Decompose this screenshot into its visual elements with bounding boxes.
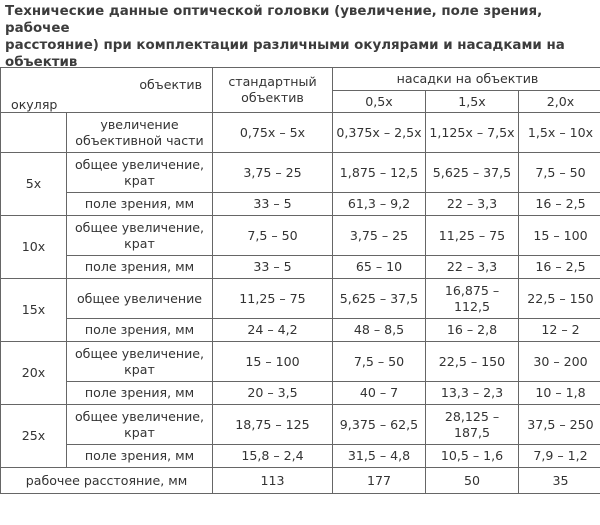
magnification-value: 1,875 – 12,5 bbox=[333, 153, 426, 193]
standard-objective-header: стандартный объектив bbox=[213, 68, 333, 113]
eyepiece-field-row bbox=[1, 445, 600, 468]
field-of-view-value: 33 – 5 bbox=[213, 256, 333, 279]
magnification-value: 18,75 – 125 bbox=[213, 405, 333, 445]
field-of-view-value: 65 – 10 bbox=[333, 256, 426, 279]
eyepiece-magnification-row bbox=[1, 153, 600, 193]
corner-cell bbox=[1, 68, 213, 113]
objective-magnification-value: 1,125х – 7,5х bbox=[426, 113, 519, 153]
objective-magnification-value: 0,75х – 5х bbox=[213, 113, 333, 153]
field-of-view-value: 22 – 3,3 bbox=[426, 256, 519, 279]
working-distance-value: 35 bbox=[519, 468, 600, 494]
eyepiece-field-row bbox=[1, 193, 600, 216]
field-of-view-value: 20 – 3,5 bbox=[213, 382, 333, 405]
eyepiece-name: 25х bbox=[1, 405, 67, 468]
working-distance-value: 177 bbox=[333, 468, 426, 494]
magnification-label: общее увеличение, крат bbox=[67, 153, 213, 193]
magnification-value: 28,125 – 187,5 bbox=[426, 405, 519, 445]
field-of-view-label: поле зрения, мм bbox=[67, 382, 213, 405]
magnification-value: 3,75 – 25 bbox=[213, 153, 333, 193]
header-row-1 bbox=[1, 68, 600, 91]
magnification-value: 15 – 100 bbox=[519, 216, 600, 256]
field-of-view-value: 15,8 – 2,4 bbox=[213, 445, 333, 468]
objective-magnification-value: 1,5х – 10х bbox=[519, 113, 600, 153]
specs-table bbox=[0, 67, 600, 494]
field-of-view-label: поле зрения, мм bbox=[67, 445, 213, 468]
field-of-view-value: 31,5 – 4,8 bbox=[333, 445, 426, 468]
magnification-value: 11,25 – 75 bbox=[213, 279, 333, 319]
magnification-value: 7,5 – 50 bbox=[333, 342, 426, 382]
working-distance-row bbox=[1, 468, 600, 494]
field-of-view-value: 7,9 – 1,2 bbox=[519, 445, 600, 468]
eyepiece-magnification-row bbox=[1, 279, 600, 319]
magnification-value: 16,875 – 112,5 bbox=[426, 279, 519, 319]
objective-magnification-row bbox=[1, 113, 600, 153]
field-of-view-value: 22 – 3,3 bbox=[426, 193, 519, 216]
magnification-value: 7,5 – 50 bbox=[213, 216, 333, 256]
attachment-header-2-0: 2,0х bbox=[519, 91, 600, 113]
magnification-label: общее увеличение bbox=[67, 279, 213, 319]
attachments-header: насадки на объектив bbox=[333, 68, 600, 91]
field-of-view-label: поле зрения, мм bbox=[67, 193, 213, 216]
magnification-value: 22,5 – 150 bbox=[519, 279, 600, 319]
magnification-value: 3,75 – 25 bbox=[333, 216, 426, 256]
magnification-value: 11,25 – 75 bbox=[426, 216, 519, 256]
field-of-view-value: 16 – 2,5 bbox=[519, 256, 600, 279]
eyepiece-field-row bbox=[1, 319, 600, 342]
working-distance-label: рабочее расстояние, мм bbox=[1, 468, 213, 494]
eyepiece-name: 10х bbox=[1, 216, 67, 279]
eyepiece-magnification-row bbox=[1, 216, 600, 256]
magnification-value: 22,5 – 150 bbox=[426, 342, 519, 382]
field-of-view-value: 40 – 7 bbox=[333, 382, 426, 405]
magnification-label: общее увеличение, крат bbox=[67, 342, 213, 382]
field-of-view-value: 12 – 2 bbox=[519, 319, 600, 342]
eyepiece-name: 20х bbox=[1, 342, 67, 405]
magnification-value: 15 – 100 bbox=[213, 342, 333, 382]
corner-objective-label: объектив bbox=[139, 77, 202, 92]
field-of-view-value: 61,3 – 9,2 bbox=[333, 193, 426, 216]
page-title bbox=[5, 3, 597, 71]
magnification-value: 7,5 – 50 bbox=[519, 153, 600, 193]
specs-table-wrapper bbox=[0, 67, 600, 525]
field-of-view-value: 24 – 4,2 bbox=[213, 319, 333, 342]
eyepiece-magnification-row bbox=[1, 405, 600, 445]
eyepiece-field-row bbox=[1, 382, 600, 405]
field-of-view-value: 13,3 – 2,3 bbox=[426, 382, 519, 405]
magnification-label: общее увеличение, крат bbox=[67, 216, 213, 256]
eyepiece-name: 15х bbox=[1, 279, 67, 342]
field-of-view-value: 33 – 5 bbox=[213, 193, 333, 216]
field-of-view-value: 16 – 2,8 bbox=[426, 319, 519, 342]
working-distance-value: 50 bbox=[426, 468, 519, 494]
specs-table-body bbox=[1, 68, 600, 494]
working-distance-value: 113 bbox=[213, 468, 333, 494]
field-of-view-label: поле зрения, мм bbox=[67, 256, 213, 279]
corner-eyepiece-label: окуляр bbox=[11, 97, 58, 112]
magnification-value: 30 – 200 bbox=[519, 342, 600, 382]
field-of-view-value: 16 – 2,5 bbox=[519, 193, 600, 216]
title-line-1: Технические данные оптической головки (увеличение, поле зрения, рабочее bbox=[5, 4, 543, 36]
eyepiece-field-row bbox=[1, 256, 600, 279]
objective-magnification-value: 0,375х – 2,5х bbox=[333, 113, 426, 153]
field-of-view-value: 48 – 8,5 bbox=[333, 319, 426, 342]
empty-eyepiece-cell bbox=[1, 113, 67, 153]
field-of-view-value: 10,5 – 1,6 bbox=[426, 445, 519, 468]
objective-magnification-label: увеличение объективной части bbox=[67, 113, 213, 153]
attachment-header-0-5: 0,5х bbox=[333, 91, 426, 113]
title-line-2: расстояние) при комплектации различными окулярами и насадками на объектив bbox=[5, 38, 565, 70]
magnification-label: общее увеличение, крат bbox=[67, 405, 213, 445]
magnification-value: 37,5 – 250 bbox=[519, 405, 600, 445]
attachment-header-1-5: 1,5х bbox=[426, 91, 519, 113]
magnification-value: 5,625 – 37,5 bbox=[426, 153, 519, 193]
eyepiece-name: 5х bbox=[1, 153, 67, 216]
eyepiece-magnification-row bbox=[1, 342, 600, 382]
magnification-value: 5,625 – 37,5 bbox=[333, 279, 426, 319]
field-of-view-label: поле зрения, мм bbox=[67, 319, 213, 342]
magnification-value: 9,375 – 62,5 bbox=[333, 405, 426, 445]
field-of-view-value: 10 – 1,8 bbox=[519, 382, 600, 405]
